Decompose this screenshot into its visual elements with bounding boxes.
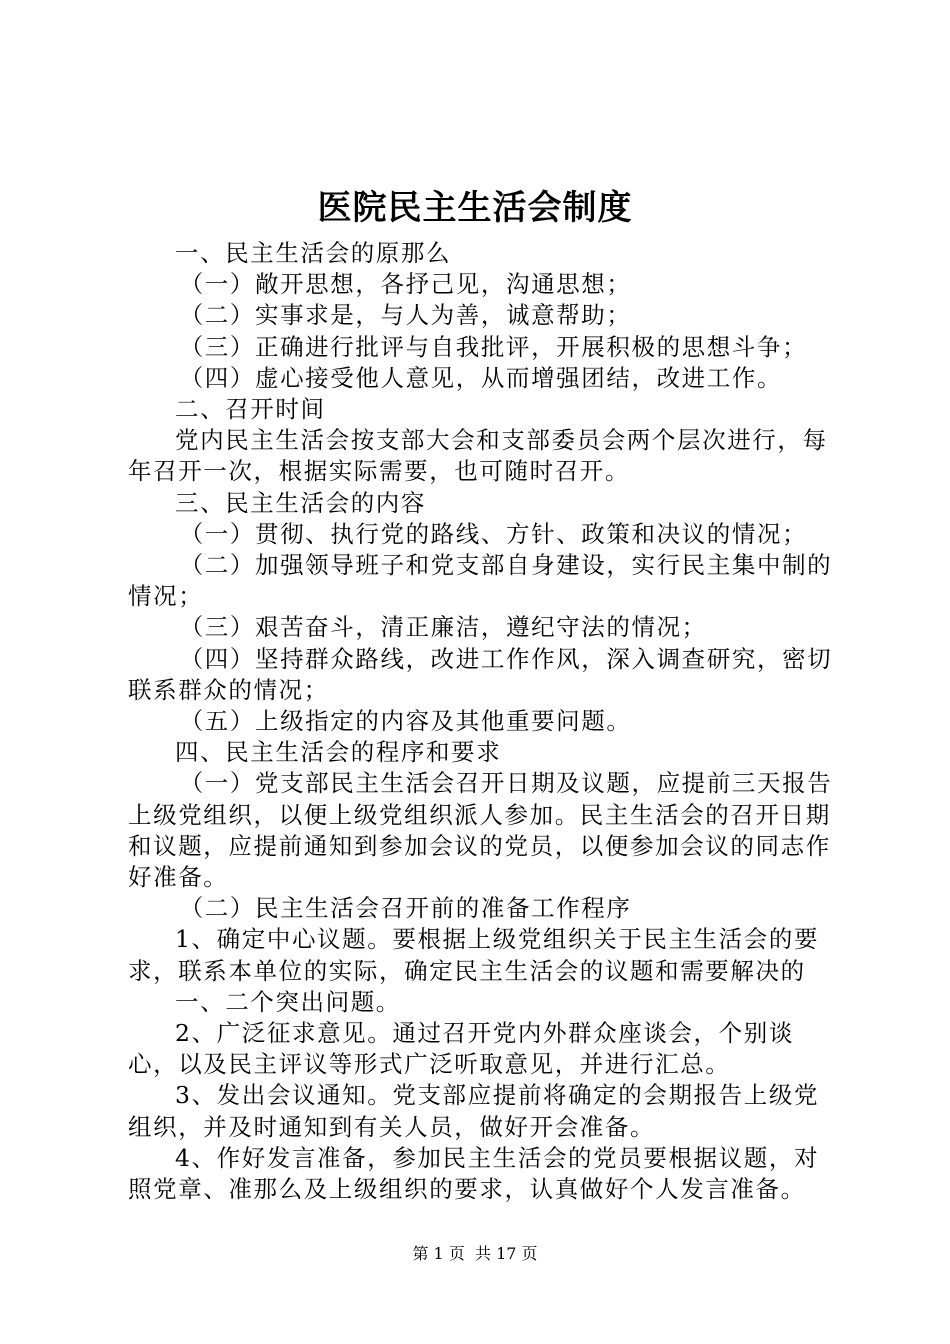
paragraph: （四）虚心接受他人意见，从而增强团结，改进工作。 bbox=[179, 363, 783, 392]
paragraph: （三）艰苦奋斗，清正廉洁，遵纪守法的情况； bbox=[179, 613, 707, 642]
paragraph: （一）敞开思想，各抒己见，沟通思想； bbox=[179, 270, 632, 299]
document-title: 医院民主生活会制度 bbox=[317, 188, 633, 228]
paragraph: （三）正确进行批评与自我批评，开展积极的思想斗争； bbox=[179, 332, 808, 361]
paragraph: （二）加强领导班子和党支部自身建设，实行民主集中制的情况； bbox=[128, 551, 833, 611]
paragraph: 1、确定中心议题。要根据上级党组织关于民主生活会的要求，联系本单位的实际，确定民主生活会的议题和需要解决的 bbox=[128, 925, 820, 985]
paragraph: 2、广泛征求意见。通过召开党内外群众座谈会，个别谈心，以及民主评议等形式广泛听取意见，并进行汇总。 bbox=[128, 1019, 794, 1079]
section-heading-time: 二、召开时间 bbox=[175, 395, 326, 424]
section-heading-procedure: 四、民主生活会的程序和要求 bbox=[175, 738, 502, 767]
paragraph: 4、作好发言准备，参加民主生活会的党员要根据议题，对照党章、准那么及上级组织的要求，认真做好个人发言准备。 bbox=[128, 1143, 820, 1204]
paragraph: 一、二个突出问题。 bbox=[175, 987, 401, 1016]
paragraph: （四）坚持群众路线，改进工作作风，深入调查研究，密切联系群众的情况； bbox=[128, 644, 833, 704]
paragraph: 党内民主生活会按支部大会和支部委员会两个层次进行，每年召开一次，根据实际需要，也可随时召开。 bbox=[128, 426, 828, 486]
section-heading-principles: 一、民主生活会的原那么 bbox=[175, 239, 452, 267]
document-body bbox=[128, 238, 840, 1205]
paragraph: （一）党支部民主生活会召开日期及议题，应提前三天报告上级党组织，以便上级党组织派人参加。民主生活会的召开日期和议题，应提前通知到参加会议的党员，以便参加会议的同志作好准备。 bbox=[128, 769, 833, 892]
section-heading-content: 三、民主生活会的内容 bbox=[175, 488, 426, 517]
page-number-footer: 第 1 页 共 17 页 bbox=[412, 1244, 538, 1263]
paragraph: （一）贯彻、执行党的路线、方针、政策和决议的情况； bbox=[179, 519, 808, 548]
paragraph: （二）民主生活会召开前的准备工作程序 bbox=[179, 894, 632, 923]
paragraph: 3、发出会议通知。党支部应提前将确定的会期报告上级党组织，并及时通知到有关人员，做好开会准备。 bbox=[128, 1081, 820, 1141]
paragraph: （五）上级指定的内容及其他重要问题。 bbox=[179, 707, 632, 736]
paragraph: （二）实事求是，与人为善，诚意帮助； bbox=[179, 301, 632, 330]
